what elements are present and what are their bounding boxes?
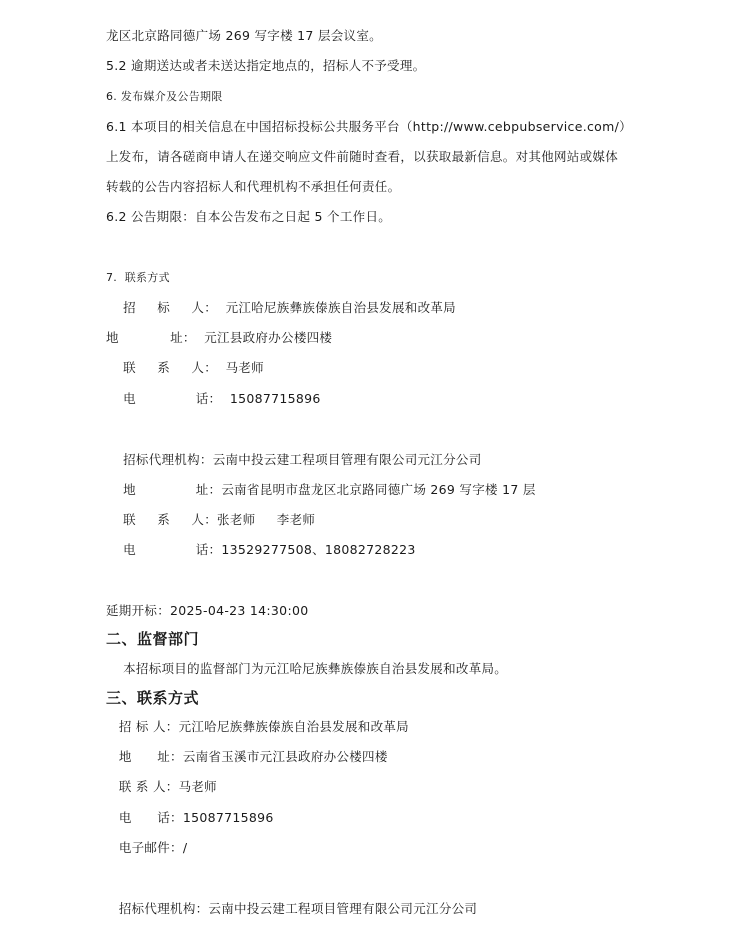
contact2-agency: 招标代理机构：云南中投云建工程项目管理有限公司元江分公司 [106, 901, 478, 916]
contact2-person: 联 系 人：马老师 [106, 779, 217, 794]
line-6-2: 6.2 公告期限：自本公告发布之日起 5 个工作日。 [106, 209, 392, 224]
tenderer-line: 招 标 人： 元江哈尼族彝族傣族自治县发展和改革局 [106, 300, 456, 315]
heading-6-media: 6. 发布媒介及公告期限 [106, 90, 223, 103]
line-6-1-c: 转载的公告内容招标人和代理机构不承担任何责任。 [106, 179, 401, 194]
address-line: 地 址： 元江县政府办公楼四楼 [106, 330, 333, 345]
agency-line: 招标代理机构：云南中投云建工程项目管理有限公司元江分公司 [106, 452, 482, 467]
line-6-1-b: 上发布，请各磋商申请人在递交响应文件前随时查看，以获取最新信息。对其他网站或媒体 [106, 149, 619, 164]
contact-person-line: 联 系 人： 马老师 [106, 360, 264, 375]
heading-7-contact: 7. 联系方式 [106, 271, 170, 284]
phone-line: 电 话： 15087715896 [106, 391, 321, 406]
line-venue-cont: 龙区北京路同德广场 269 写字楼 17 层会议室。 [106, 28, 382, 43]
contact2-email: 电子邮件：/ [106, 840, 188, 855]
heading-contact: 三、联系方式 [106, 689, 200, 707]
line-6-1-a: 6.1 本项目的相关信息在中国招标投标公共服务平台（http://www.cebpubservice.com/） [106, 119, 632, 134]
agency-phone-line: 电 话：13529277508、18082728223 [106, 542, 416, 557]
contact2-tenderer: 招 标 人：元江哈尼族彝族傣族自治县发展和改革局 [106, 719, 409, 734]
agency-contact-line: 联 系 人：张老师 李老师 [106, 512, 316, 527]
supervision-body: 本招标项目的监督部门为元江哈尼族彝族傣族自治县发展和改革局。 [106, 661, 508, 676]
agency-address-line: 地 址：云南省昆明市盘龙区北京路同德广场 269 写字楼 17 层 [106, 482, 536, 497]
contact2-phone: 电 话：15087715896 [106, 810, 274, 825]
contact2-address: 地 址：云南省玉溪市元江县政府办公楼四楼 [106, 749, 388, 764]
heading-supervision: 二、监督部门 [106, 630, 200, 648]
line-5-2: 5.2 逾期送达或者未送达指定地点的，招标人不予受理。 [106, 58, 426, 73]
delay-opening-line: 延期开标：2025-04-23 14:30:00 [106, 603, 309, 618]
